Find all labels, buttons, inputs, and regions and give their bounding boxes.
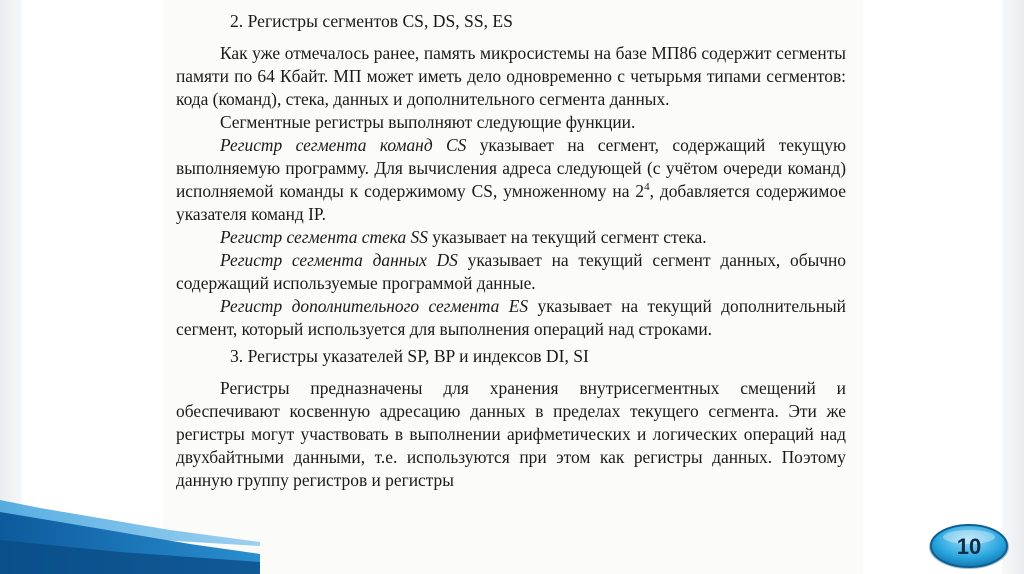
document-text [176, 10, 846, 492]
term-ds: Регистр сегмента данных DS [220, 250, 458, 270]
term-es: Регистр дополнительного сегмента ES [220, 296, 529, 316]
right-frame-edge [1002, 0, 1024, 574]
page-number: 10 [956, 534, 982, 559]
term-ss: Регистр сегмента стека SS [220, 227, 428, 247]
cs-text-b: , добавляется содержимое указателя команд IP. [176, 181, 846, 224]
cs-superscript: 4 [644, 181, 650, 193]
paragraph-memory: Как уже отмечалось ранее, память микросистемы на базе МП86 содержит сегменты памяти по 64 Кбайт. МП может иметь дело одновременно с четырьмя типами сегментов: кода (команд), стека, данных и дополнительного сегмента данных. [176, 43, 846, 109]
paragraph-ds [176, 249, 846, 295]
paragraph-cs [176, 134, 846, 226]
cs-text-a: указывает на сегмент, содержащий текущую выполняемую программу. Для вычисления адреса следующей (с учётом очереди команд) исполняемой команды к содержимому CS, умноженному на 2 [176, 135, 847, 201]
paragraph-es [176, 295, 846, 341]
paragraph-ss [176, 226, 846, 249]
ss-text: указывает на текущий сегмент стека. [427, 227, 707, 247]
section-heading-2: 2. Регистры сегментов CS, DS, SS, ES [230, 11, 513, 31]
decorative-ribbon [0, 482, 260, 574]
es-text: указывает на текущий дополнительный сегмент, который используется для выполнения операций над строками. [176, 296, 846, 339]
ds-text: указывает на текущий сегмент данных, обычно содержащий используемые программой данные. [176, 250, 846, 293]
paragraph-pointers: Регистры предназначены для хранения внутрисегментных смещений и обеспечивают косвенную адресацию данных в пределах текущего сегмента. Эти же регистры могут участвовать в выполнении арифметических и логических операций над двухбайтными данными, т.е. используются при этом как регистры данных. Поэтому данную группу регистров и регистры [176, 378, 846, 490]
paragraph-functions: Сегментные регистры выполняют следующие функции. [220, 112, 636, 132]
term-cs: Регистр сегмента команд CS [220, 135, 467, 155]
section-heading-3: 3. Регистры указателей SP, BP и индексов DI, SI [230, 346, 589, 366]
